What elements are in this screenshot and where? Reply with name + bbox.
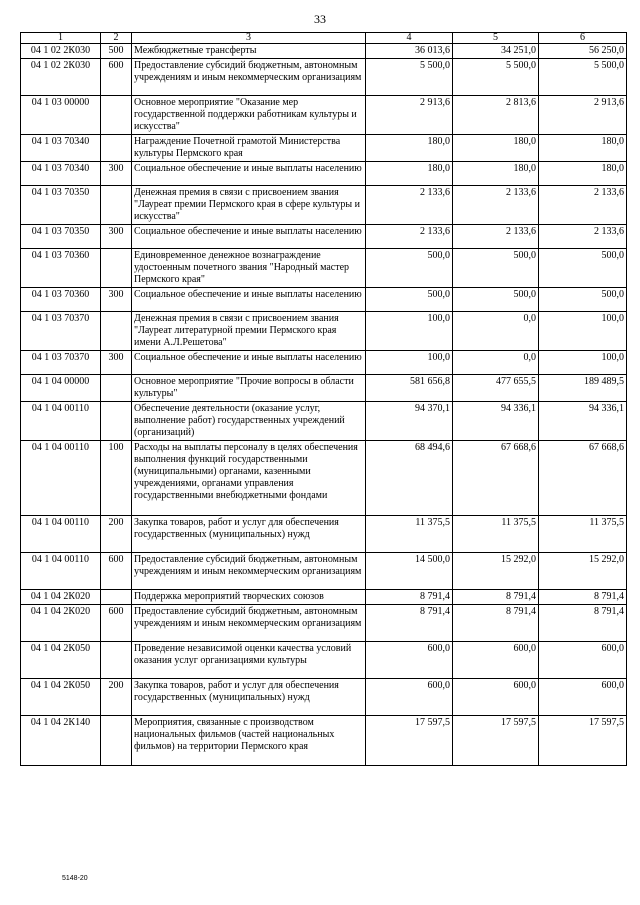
item-name-cell: Социальное обеспечение и иные выплаты населению — [132, 288, 366, 312]
amount-col-6-cell: 100,0 — [539, 351, 627, 375]
expense-type-cell — [101, 312, 132, 351]
item-name-cell: Денежная премия в связи с присвоением звания "Лауреат литературной премии Пермского края имени А.Л.Решетова" — [132, 312, 366, 351]
amount-col-6-cell: 17 597,5 — [539, 716, 627, 766]
table-row — [21, 605, 627, 642]
amount-col-6-cell: 56 250,0 — [539, 44, 627, 59]
amount-col-5-cell: 94 336,1 — [453, 402, 539, 441]
budget-code-cell: 04 1 02 2К030 — [21, 44, 101, 59]
amount-col-5-cell: 0,0 — [453, 351, 539, 375]
amount-col-5-cell: 477 655,5 — [453, 375, 539, 402]
expense-type-cell: 600 — [101, 59, 132, 96]
amount-col-5-cell: 0,0 — [453, 312, 539, 351]
amount-col-5-cell: 2 133,6 — [453, 225, 539, 249]
table-row — [21, 225, 627, 249]
budget-code-cell: 04 1 04 00110 — [21, 516, 101, 553]
budget-code-cell: 04 1 03 70350 — [21, 225, 101, 249]
amount-col-6-cell: 600,0 — [539, 679, 627, 716]
budget-code-cell: 04 1 04 00110 — [21, 441, 101, 516]
item-name-cell: Обеспечение деятельности (оказание услуг, выполнение работ) государственных учреждений (организаций) — [132, 402, 366, 441]
item-name-cell: Предоставление субсидий бюджетным, автономным учреждениям и иным некоммерческим организациям — [132, 59, 366, 96]
amount-col-5-cell: 11 375,5 — [453, 516, 539, 553]
expense-type-cell — [101, 249, 132, 288]
expense-type-cell: 500 — [101, 44, 132, 59]
table-row — [21, 441, 627, 516]
amount-col-5-cell: 8 791,4 — [453, 590, 539, 605]
budget-code-cell: 04 1 03 70370 — [21, 351, 101, 375]
table-row — [21, 59, 627, 96]
table-row — [21, 553, 627, 590]
budget-code-cell: 04 1 04 2К140 — [21, 716, 101, 766]
amount-col-5-cell: 600,0 — [453, 642, 539, 679]
budget-code-cell: 04 1 04 2К020 — [21, 605, 101, 642]
amount-col-5-cell: 15 292,0 — [453, 553, 539, 590]
expense-type-cell — [101, 590, 132, 605]
table-row — [21, 162, 627, 186]
item-name-cell: Денежная премия в связи с присвоением звания "Лауреат премии Пермского края в сфере культуры и искусства" — [132, 186, 366, 225]
budget-code-cell: 04 1 02 2К030 — [21, 59, 101, 96]
expense-type-cell — [101, 96, 132, 135]
table-row — [21, 679, 627, 716]
amount-col-6-cell: 100,0 — [539, 312, 627, 351]
amount-col-5-cell: 500,0 — [453, 288, 539, 312]
table-row — [21, 249, 627, 288]
amount-col-5-cell: 34 251,0 — [453, 44, 539, 59]
amount-col-4-cell: 600,0 — [366, 679, 453, 716]
budget-code-cell: 04 1 03 70370 — [21, 312, 101, 351]
amount-col-5-cell: 2 133,6 — [453, 186, 539, 225]
amount-col-6-cell: 11 375,5 — [539, 516, 627, 553]
item-name-cell: Поддержка мероприятий творческих союзов — [132, 590, 366, 605]
item-name-cell: Единовременное денежное вознаграждение удостоенным почетного звания "Народный мастер Пермского края" — [132, 249, 366, 288]
amount-col-4-cell: 180,0 — [366, 162, 453, 186]
amount-col-4-cell: 600,0 — [366, 642, 453, 679]
item-name-cell: Основное мероприятие "Оказание мер государственной поддержки работникам культуры и искусства" — [132, 96, 366, 135]
amount-col-6-cell: 8 791,4 — [539, 605, 627, 642]
amount-col-4-cell: 36 013,6 — [366, 44, 453, 59]
amount-col-6-cell: 2 133,6 — [539, 186, 627, 225]
table-body — [21, 44, 627, 766]
budget-code-cell: 04 1 04 00000 — [21, 375, 101, 402]
amount-col-5-cell: 600,0 — [453, 679, 539, 716]
amount-col-5-cell: 67 668,6 — [453, 441, 539, 516]
amount-col-4-cell: 94 370,1 — [366, 402, 453, 441]
item-name-cell: Закупка товаров, работ и услуг для обеспечения государственных (муниципальных) нужд — [132, 516, 366, 553]
header-col-6: 6 — [539, 33, 627, 44]
amount-col-4-cell: 500,0 — [366, 249, 453, 288]
header-col-5: 5 — [453, 33, 539, 44]
table-row — [21, 642, 627, 679]
amount-col-6-cell: 500,0 — [539, 249, 627, 288]
header-col-1: 1 — [21, 33, 101, 44]
header-col-3: 3 — [132, 33, 366, 44]
amount-col-6-cell: 2 133,6 — [539, 225, 627, 249]
item-name-cell: Предоставление субсидий бюджетным, автономным учреждениям и иным некоммерческим организациям — [132, 605, 366, 642]
amount-col-4-cell: 17 597,5 — [366, 716, 453, 766]
budget-code-cell: 04 1 04 2К020 — [21, 590, 101, 605]
amount-col-5-cell: 5 500,0 — [453, 59, 539, 96]
table-row — [21, 135, 627, 162]
amount-col-4-cell: 500,0 — [366, 288, 453, 312]
table-row — [21, 375, 627, 402]
expense-type-cell: 100 — [101, 441, 132, 516]
expense-type-cell: 300 — [101, 225, 132, 249]
amount-col-6-cell: 180,0 — [539, 135, 627, 162]
item-name-cell: Предоставление субсидий бюджетным, автономным учреждениям и иным некоммерческим организациям — [132, 553, 366, 590]
expense-type-cell: 300 — [101, 162, 132, 186]
budget-code-cell: 04 1 03 70360 — [21, 288, 101, 312]
expense-type-cell: 600 — [101, 605, 132, 642]
amount-col-5-cell: 8 791,4 — [453, 605, 539, 642]
table-row — [21, 516, 627, 553]
amount-col-4-cell: 2 913,6 — [366, 96, 453, 135]
table-row — [21, 312, 627, 351]
amount-col-4-cell: 8 791,4 — [366, 605, 453, 642]
amount-col-4-cell: 100,0 — [366, 351, 453, 375]
item-name-cell: Мероприятия, связанные с производством национальных фильмов (частей национальных фильмов) на территории Пермского края — [132, 716, 366, 766]
amount-col-6-cell: 2 913,6 — [539, 96, 627, 135]
item-name-cell: Основное мероприятие "Прочие вопросы в области культуры" — [132, 375, 366, 402]
expense-type-cell — [101, 375, 132, 402]
item-name-cell: Социальное обеспечение и иные выплаты населению — [132, 225, 366, 249]
amount-col-6-cell: 180,0 — [539, 162, 627, 186]
amount-col-4-cell: 5 500,0 — [366, 59, 453, 96]
table-row — [21, 186, 627, 225]
table-row — [21, 590, 627, 605]
item-name-cell: Награждение Почетной грамотой Министерства культуры Пермского края — [132, 135, 366, 162]
amount-col-6-cell: 67 668,6 — [539, 441, 627, 516]
amount-col-5-cell: 180,0 — [453, 135, 539, 162]
table-row — [21, 288, 627, 312]
budget-code-cell: 04 1 03 70350 — [21, 186, 101, 225]
document-code: 5148-20 — [62, 875, 88, 882]
amount-col-6-cell: 189 489,5 — [539, 375, 627, 402]
header-col-2: 2 — [101, 33, 132, 44]
expense-type-cell — [101, 642, 132, 679]
budget-table — [20, 32, 627, 766]
budget-code-cell: 04 1 04 2К050 — [21, 642, 101, 679]
expense-type-cell: 200 — [101, 679, 132, 716]
amount-col-4-cell: 68 494,6 — [366, 441, 453, 516]
table-row — [21, 351, 627, 375]
amount-col-6-cell: 5 500,0 — [539, 59, 627, 96]
amount-col-5-cell: 17 597,5 — [453, 716, 539, 766]
item-name-cell: Проведение независимой оценки качества условий оказания услуг организациями культуры — [132, 642, 366, 679]
amount-col-4-cell: 581 656,8 — [366, 375, 453, 402]
expense-type-cell — [101, 716, 132, 766]
expense-type-cell — [101, 402, 132, 441]
budget-code-cell: 04 1 04 00110 — [21, 553, 101, 590]
expense-type-cell: 600 — [101, 553, 132, 590]
table-row — [21, 44, 627, 59]
budget-code-cell: 04 1 03 70360 — [21, 249, 101, 288]
item-name-cell: Расходы на выплаты персоналу в целях обеспечения выполнения функций государственными (муниципальными) органами, казенными учреждениями, органами управления государственными внебюджетными фондами — [132, 441, 366, 516]
item-name-cell: Межбюджетные трансферты — [132, 44, 366, 59]
budget-code-cell: 04 1 03 70340 — [21, 162, 101, 186]
page-number: 33 — [314, 12, 326, 26]
amount-col-6-cell: 8 791,4 — [539, 590, 627, 605]
amount-col-5-cell: 500,0 — [453, 249, 539, 288]
expense-type-cell — [101, 186, 132, 225]
table-header-row — [21, 33, 627, 44]
amount-col-6-cell: 94 336,1 — [539, 402, 627, 441]
amount-col-4-cell: 2 133,6 — [366, 186, 453, 225]
item-name-cell: Закупка товаров, работ и услуг для обеспечения государственных (муниципальных) нужд — [132, 679, 366, 716]
amount-col-6-cell: 500,0 — [539, 288, 627, 312]
amount-col-4-cell: 14 500,0 — [366, 553, 453, 590]
budget-code-cell: 04 1 04 2К050 — [21, 679, 101, 716]
expense-type-cell — [101, 135, 132, 162]
expense-type-cell: 200 — [101, 516, 132, 553]
amount-col-4-cell: 2 133,6 — [366, 225, 453, 249]
item-name-cell: Социальное обеспечение и иные выплаты населению — [132, 351, 366, 375]
table-row — [21, 402, 627, 441]
amount-col-4-cell: 8 791,4 — [366, 590, 453, 605]
amount-col-5-cell: 180,0 — [453, 162, 539, 186]
expense-type-cell: 300 — [101, 288, 132, 312]
amount-col-4-cell: 180,0 — [366, 135, 453, 162]
budget-code-cell: 04 1 03 00000 — [21, 96, 101, 135]
item-name-cell: Социальное обеспечение и иные выплаты населению — [132, 162, 366, 186]
amount-col-4-cell: 100,0 — [366, 312, 453, 351]
amount-col-5-cell: 2 813,6 — [453, 96, 539, 135]
amount-col-6-cell: 15 292,0 — [539, 553, 627, 590]
budget-code-cell: 04 1 03 70340 — [21, 135, 101, 162]
expense-type-cell: 300 — [101, 351, 132, 375]
table-row — [21, 96, 627, 135]
header-col-4: 4 — [366, 33, 453, 44]
amount-col-6-cell: 600,0 — [539, 642, 627, 679]
table-row — [21, 716, 627, 766]
amount-col-4-cell: 11 375,5 — [366, 516, 453, 553]
budget-code-cell: 04 1 04 00110 — [21, 402, 101, 441]
